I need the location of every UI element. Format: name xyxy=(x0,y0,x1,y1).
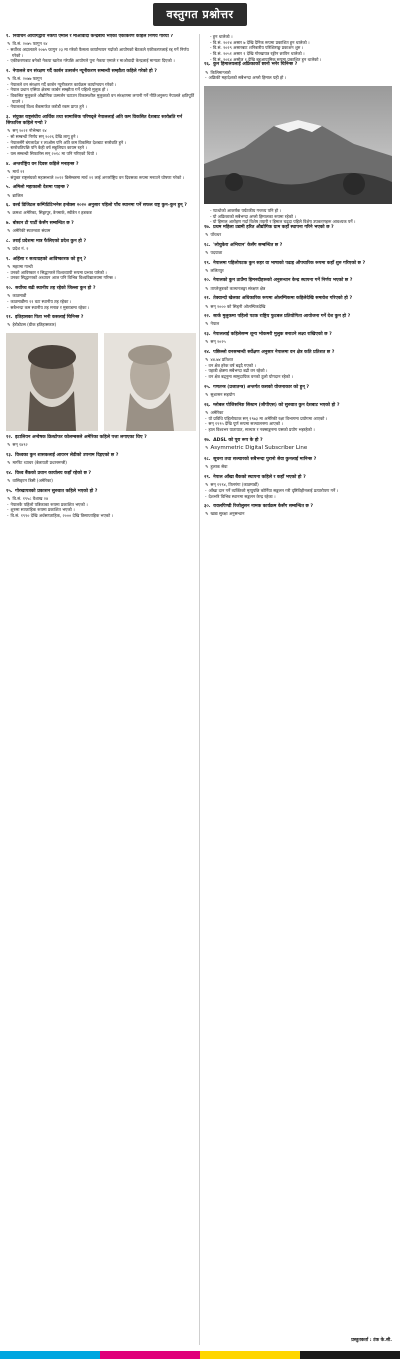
answer-text: सन् २०२१ नोभेम्बर २४ xyxy=(12,128,47,134)
question-number: २४. xyxy=(204,349,213,355)
question-item xyxy=(6,115,196,157)
answer-text: वन क्षेत्र बढ्नुमा सामुदायिक वनको ठूलो योगदान रहेको । xyxy=(208,374,293,380)
answer-marker-icon: ✎ xyxy=(7,460,11,466)
answer-line xyxy=(205,493,394,500)
right-question-list xyxy=(204,62,394,81)
answer-line xyxy=(205,303,394,310)
answer-marker-icon: ✎ xyxy=(205,303,209,309)
answer-text: नेपाल प्रधान एसिया क्षेत्रमा कार्बन सम्झौता गर्ने पहिलो मुलुक हो । xyxy=(10,87,109,93)
question-item xyxy=(6,315,196,328)
question-label: इटालियन अन्वेषक क्रिस्टोफर कोलम्बसले अमेरिका कहिले पत्ता लगाएका थिए ? xyxy=(15,435,147,441)
answer-marker-icon: ✎ xyxy=(7,477,11,483)
question-item xyxy=(204,457,394,470)
question-item xyxy=(204,350,394,380)
question-item xyxy=(6,471,196,484)
answer-marker-icon: - xyxy=(205,421,207,427)
question-text xyxy=(204,62,394,68)
answer-text: स्तरोन्नतिपछि पनि केही वर्ष सहुलियत कायम रहने । xyxy=(10,145,87,151)
portrait-image-1 xyxy=(6,333,98,431)
question-number: ६. xyxy=(6,203,12,209)
answer-line xyxy=(7,174,196,181)
question-number: २७. xyxy=(204,437,213,443)
question-text xyxy=(204,278,394,284)
question-label: सर्वोच्च बढी स्थानीय तह रहेको जिल्ला कुन हो ? xyxy=(15,286,96,291)
right-column xyxy=(204,34,394,1345)
question-label: ग्लोबल पोजिसनिङ सिस्टम (जीपीएस) को सुरुवात कुन देशबाट भएको हो ? xyxy=(213,402,340,408)
answer-marker-icon: - xyxy=(7,269,9,275)
answer-marker-icon: - xyxy=(7,46,9,52)
question-text xyxy=(6,69,196,75)
answer-marker-icon: - xyxy=(7,87,9,93)
right-question-list-b xyxy=(204,225,394,517)
answer-marker-icon: - xyxy=(205,426,207,432)
answer-text: सर्वोच्च अदालतले २०७५ फागुन २३ मा गरेको फैसला कार्यान्वयन गर्दाको आयोगको बैठकले एकीकरणलाई रद्द गर्ने निर्णय गरेको । xyxy=(10,46,189,58)
question-item xyxy=(204,314,394,327)
answer-text: ब्राजिल xyxy=(12,192,24,198)
continuation-line: - हुन थालेको । xyxy=(210,34,233,39)
question-number: २३. xyxy=(204,332,213,338)
question-label: गणतन्त्र (प्रजातन्त्र) अन्तर्गत कसको योजनाकार को हुन् ? xyxy=(213,384,310,390)
answer-line xyxy=(7,228,196,234)
question-text xyxy=(6,115,196,127)
answer-marker-icon: ✎ xyxy=(7,192,11,198)
question-number: १७. xyxy=(204,224,213,230)
answer-marker-icon: - xyxy=(7,501,9,507)
color-bar-yellow xyxy=(200,1351,300,1359)
answer-line xyxy=(7,512,196,519)
question-label: गोरखापत्रको प्रकाशन सुरुवात कहिले भएको हो ? xyxy=(15,488,98,494)
answer-text: सन् १९९४, तिलगंगा (काठमाडौं) xyxy=(210,482,259,488)
question-label: संयुक्त राष्ट्रसंघीय आर्थिक तथा सामाजिक परिषद्‌ले नेपाललाई अति कम विकसित देशबाट स्तरोन्नति गर्न सिफारिस कहिले गर्‍यो ? xyxy=(6,115,183,127)
question-text xyxy=(6,34,196,40)
question-item xyxy=(204,504,394,517)
answer-marker-icon: - xyxy=(7,512,9,518)
question-number: ५. xyxy=(6,185,12,191)
question-label: अमिलो महाकाली देशमा पाइन्छ ? xyxy=(12,185,70,191)
answer-marker-icon: ✎ xyxy=(7,293,11,299)
question-item xyxy=(6,34,196,64)
portrait-image-2 xyxy=(104,333,196,431)
question-number: १५. xyxy=(6,488,15,494)
question-number: २९. xyxy=(204,475,213,480)
question-label: विश्वका कुन शासकलाई आयरन लेडीको उपनाम दिइएको छ ? xyxy=(15,452,119,458)
question-number: २०. xyxy=(204,278,213,284)
answer-text: काठमाडौंमा ११ वटा स्थानीय तह रहेका । xyxy=(10,298,72,304)
answer-line xyxy=(7,477,196,484)
question-label: नेपाल आँखा बैंकको स्थापना कहिले र कहाँ भएको हो ? xyxy=(213,475,306,480)
answer-line xyxy=(7,210,196,216)
answer-text: Asymmetric Digital Subscriber Line xyxy=(210,444,308,451)
answer-marker-icon: ✎ xyxy=(7,228,11,234)
answer-marker-icon: - xyxy=(7,139,9,145)
answer-line xyxy=(205,232,394,238)
answer-text: पदयात्रा xyxy=(210,249,223,255)
answer-text: वासिङ्टन डिसी (अमेरिका) xyxy=(12,477,53,483)
question-label: नेपालको कुन ठाउँमा हिमनदीहरूको अनुसन्धान केन्द्र स्थापना गर्ने निर्णय भएको छ ? xyxy=(213,278,353,284)
question-label: अन्तर्राष्ट्रिय वन दिवस कहिले मनाइन्छ ? xyxy=(12,161,79,167)
question-text xyxy=(6,257,196,263)
mountain-caption xyxy=(204,208,394,225)
question-item xyxy=(204,332,394,345)
answer-line xyxy=(7,246,196,252)
question-text xyxy=(6,489,196,495)
question-item xyxy=(6,239,196,252)
question-label: वर्ल्ड डिजिटल कम्पिटिटिभनेस इन्डेक्स २०२० अनुसार पहिलो पाँच स्थानमा पर्ने सफल राष्ट्र कुन–कुन हुन् ? xyxy=(12,203,187,209)
question-item xyxy=(6,286,196,310)
answer-line xyxy=(7,93,196,104)
answer-marker-icon: ✎ xyxy=(205,285,209,291)
question-text xyxy=(6,203,196,209)
answer-marker-icon: - xyxy=(7,304,9,310)
question-number: १९. xyxy=(204,260,213,266)
question-item xyxy=(6,435,196,448)
answer-text: सबैभन्दा कम स्थानीय तह मनाङ र मुस्ताङमा रहेका । xyxy=(10,304,90,310)
question-label: पछिल्लो वनसम्बन्धी सर्वेक्षण अनुसार नेपालमा वन क्षेत्र कति प्रतिशत छ ? xyxy=(213,349,335,355)
question-label: तेक्वान्दो खेलका अधिकारिक रूपमा ओलम्पिकमा कहिलेदेखि समावेश गरिएको हो ? xyxy=(213,296,353,302)
question-text xyxy=(204,243,394,249)
answer-marker-icon: ✎ xyxy=(7,41,11,47)
answer-marker-icon: ✎ xyxy=(205,232,209,238)
question-text xyxy=(204,385,394,391)
question-label: रावलपिण्डी रिजोलुसन नामक कार्यक्रम केसँग सम्बन्धित छ ? xyxy=(213,504,314,510)
answer-marker-icon: - xyxy=(205,415,207,421)
answer-text: महात्मा गान्धी xyxy=(12,263,33,269)
question-number: ३०. xyxy=(204,504,213,510)
question-label: निर्वाचन आयोगद्वारा नेकपा एमाले र माओवादी केन्द्रबीच भएको एकीकरण कहिले निर्णय गरियो ? xyxy=(12,34,174,39)
answer-text: हेरोडोटस (ग्रीक इतिहासकार) xyxy=(12,322,57,328)
question-item xyxy=(6,162,196,181)
answer-text: सुशासन सहयोग xyxy=(210,391,235,397)
answer-line xyxy=(7,304,196,311)
question-item xyxy=(204,475,394,499)
continuation-line: - वि.सं. २०२९ असारबाट शनिबारीय परिशिष्टाङ्क प्रकाशन शुरु । xyxy=(210,45,304,51)
question-number: २८. xyxy=(204,457,213,463)
answer-line xyxy=(205,249,394,256)
question-label: 'लोचुकेरा अभियान' केसँग सम्बन्धित छ ? xyxy=(213,242,283,248)
question-number: २६. xyxy=(204,402,213,408)
answer-line xyxy=(7,442,196,448)
question-text xyxy=(204,475,394,481)
right-continuation xyxy=(204,34,394,62)
answer-marker-icon: - xyxy=(7,275,9,281)
question-number: १८. xyxy=(204,242,213,248)
question-item xyxy=(6,203,196,216)
answer-line xyxy=(205,391,394,398)
question-label: नेपाललाई कहिलेसम्म शून्य भोकमरी मुलुक बनाउने लक्ष्य राखिएको छ ? xyxy=(213,332,332,338)
answer-text: उनका सिद्धान्तको अध्ययन आज पनि विभिन्न विश्वविद्यालयमा गरिन्छ । xyxy=(10,275,116,281)
question-item xyxy=(204,385,394,398)
answer-text: विकसित मुलुकले औद्योगिक उत्सर्जन घटाउन विकासशील मुलुकको वन संरक्षणमा लगानी गर्ने नीतिअनुरूप नेपालले क्षतिपूर्ति पाउने । xyxy=(10,93,195,104)
answer-line xyxy=(205,426,394,433)
answer-text: मार्च २१ xyxy=(12,169,25,175)
answer-line xyxy=(7,192,196,199)
question-number: ३. xyxy=(6,115,12,121)
answer-line xyxy=(7,151,196,157)
answer-marker-icon: ✎ xyxy=(7,169,11,175)
question-text xyxy=(204,457,394,463)
answer-text: नेपाललाई विश्व बैंकमार्फत करोडौं रकम प्राप्त हुने । xyxy=(10,104,87,110)
answer-marker-icon: ✎ xyxy=(7,128,11,134)
answer-text: नेपाल xyxy=(210,321,220,327)
continuation-line: - वि.सं. २०२४ असार ७ देखि दैनिक रूपमा प्रकाशित हुन थालेको । xyxy=(210,39,310,45)
question-number: १६. xyxy=(204,62,213,68)
question-text xyxy=(6,435,196,441)
answer-text: पाँचथर xyxy=(210,232,222,238)
answer-text: वन क्षेत्र हरेक वर्ष बढ्दै गएको । xyxy=(208,362,256,368)
answer-marker-icon: ✎ xyxy=(7,263,11,269)
answer-text: यो प्रविधि पहिलोपटक सन् १९७३ मा अमेरिकी रक्षा विभागमा प्रयोगमा आएको । xyxy=(208,415,328,421)
question-number: ११. xyxy=(6,315,15,321)
question-number: १२. xyxy=(6,435,15,441)
answer-marker-icon: ✎ xyxy=(7,322,11,328)
question-label: प्रथम महिला उद्यमी हरित औद्योगिक ग्राम कहाँ स्थापना गरिने भएको छ ? xyxy=(213,224,334,230)
question-number: ८. xyxy=(6,238,12,244)
answer-text: वि.सं. १९९० देखि अर्धसाप्ताहिक, २००० देखि त्रिसाप्ताहिक भएको । xyxy=(10,512,114,518)
section-header xyxy=(0,0,400,28)
answer-marker-icon: - xyxy=(205,374,207,380)
answer-line xyxy=(205,511,394,517)
question-text xyxy=(6,315,196,321)
answer-line xyxy=(205,321,394,327)
answer-text: हाल विश्वभर यातायात, सञ्चार र नक्साङ्कनमा यसको प्रयोग भइरहेको । xyxy=(208,426,315,432)
question-item xyxy=(204,243,394,256)
answer-text: पहाडी क्षेत्रमा सबैभन्दा बढी वन रहेको । xyxy=(208,368,268,374)
continuation-line: - वि.सं. २०६४ असोज १ देखि बहुआयामिक रूपमा प्रकाशित हुन थालेको । xyxy=(210,56,322,62)
answer-text: खाद्य सुरक्षा अनुसन्धान xyxy=(210,511,245,517)
question-text xyxy=(6,239,196,245)
answer-text: देशभरि विभिन्न स्थानमा सङ्कलन केन्द्र रहेका । xyxy=(208,493,276,499)
question-number: २२. xyxy=(204,314,213,320)
answer-marker-icon: ✎ xyxy=(205,339,209,345)
color-bar-cyan xyxy=(0,1351,100,1359)
answer-line xyxy=(205,374,394,380)
question-number: ४. xyxy=(6,161,12,167)
answer-marker-icon: ✎ xyxy=(7,246,11,252)
answer-marker-icon: - xyxy=(7,93,9,99)
question-text xyxy=(204,504,394,510)
answer-text: सन् १४९२ xyxy=(12,442,28,448)
answer-marker-icon: - xyxy=(7,151,9,157)
caption-line: - यो हिमाल आरोहण गर्दा विशेष तयारी र हिमाल चढ्दा पहिले विशेष उपकरणहरू आवश्यक पर्ने । xyxy=(210,219,356,225)
question-text xyxy=(204,261,394,267)
answer-marker-icon: ✎ xyxy=(205,267,209,273)
answer-text: उनको आविष्कार र सिद्धान्तले विश्वव्यापी रूपमा प्रभाव पारेको । xyxy=(10,269,107,275)
answer-text: वि.सं. १९५८ वैशाख २४ xyxy=(12,495,49,501)
answer-marker-icon: - xyxy=(205,368,207,374)
answer-text: संयुक्त राष्ट्रसंघको महासभाले २०१२ डिसेम्बरमा मार्च २१ लाई अन्तर्राष्ट्रिय वन दिवसका रूपमा मनाउने घोषणा गरेको । xyxy=(10,174,185,180)
question-number: १. xyxy=(6,34,12,39)
question-item xyxy=(6,489,196,519)
answer-marker-icon: ✎ xyxy=(205,321,209,327)
question-label: विश्व बैंकको प्रधान कार्यालय कहाँ रहेको छ ? xyxy=(15,470,92,476)
answer-marker-icon: ✎ xyxy=(205,511,209,517)
answer-text: क्रमशः अमेरिका, सिङ्गापुर, डेनमार्क, स्वीडेन र हङकङ xyxy=(12,210,92,216)
question-text xyxy=(204,225,394,231)
question-number: ७. xyxy=(6,221,12,227)
answer-text: नेपालले वन संरक्षण गर्दै कार्बन न्यूनीकरण कार्यक्रम कार्यान्वयन गरेको । xyxy=(10,81,117,87)
answer-line xyxy=(7,58,196,64)
answer-line xyxy=(7,322,196,328)
answer-marker-icon: ✎ xyxy=(205,391,209,397)
answer-text: मार्गरेट थ्याचर (बेलायती प्रधानमन्त्री) xyxy=(12,460,67,466)
answer-marker-icon: - xyxy=(7,298,9,304)
answer-text: अमेरिकी स्वतन्त्रता संग्राम xyxy=(12,228,51,234)
answer-text: सन् १९९५ देखि पूर्ण रूपमा सञ्चालनमा आएको । xyxy=(208,421,283,427)
continuation-line: - वि.सं. २०५१ असार १ देखि गोरखापत्र रङ्गीन छापिन थालेको । xyxy=(210,51,305,57)
caption-line: - यो अफ्रिकाको सबैभन्दा अग्लो हिमालका रूपमा रहेको । xyxy=(210,213,296,219)
answer-marker-icon: ✎ xyxy=(205,464,209,470)
answer-line xyxy=(205,339,394,345)
answer-marker-icon: ✎ xyxy=(205,69,209,75)
answer-text: ताप्लेजुङको कञ्चनजङ्घा संरक्षण क्षेत्र xyxy=(210,285,266,291)
question-text xyxy=(6,471,196,477)
answer-marker-icon: - xyxy=(205,493,207,499)
column-divider xyxy=(199,34,200,1345)
answer-text: नेपालसँगै बंगलादेश र लाओस पनि अति कम विकसित देशबाट स्तरोन्नति हुने । xyxy=(10,139,127,145)
answer-text: सन् २०२५ xyxy=(210,339,226,345)
answer-text: ४४.७४ प्रतिशत xyxy=(210,357,233,363)
section-title: वस्तुगत प्रश्नोत्तर xyxy=(153,3,248,26)
answer-marker-icon: - xyxy=(7,145,9,151)
answer-marker-icon: ✎ xyxy=(205,357,209,363)
caption-line: - प्याथोको आकर्षक पर्यटकीय गन्तव्य पनि हो । xyxy=(210,207,282,213)
author-credit: प्रस्तुतकर्ता : टंक के.सी. xyxy=(351,1338,392,1343)
answer-marker-icon: ✎ xyxy=(205,482,209,488)
question-text xyxy=(6,221,196,227)
color-bar-magenta xyxy=(100,1351,200,1359)
color-bar xyxy=(0,1351,400,1359)
question-item xyxy=(204,278,394,291)
question-item xyxy=(6,453,196,466)
answer-text: यस सम्बन्धी सिफारिस सन् २०१८ मा पनि गरिएको थियो । xyxy=(10,151,97,157)
question-label: इतिहासका पिता भनी कसलाई चिनिन्छ ? xyxy=(15,315,84,321)
color-bar-black xyxy=(300,1351,400,1359)
answer-line xyxy=(7,46,196,58)
answer-line xyxy=(205,444,394,452)
answer-line xyxy=(205,267,394,274)
question-label: तराई प्रदेशमा मात्र फैलिएको प्रदेश कुन हो ? xyxy=(12,238,87,244)
answer-marker-icon: - xyxy=(205,75,207,81)
question-item xyxy=(204,261,394,274)
question-text xyxy=(6,286,196,292)
answer-text: काठमाडौं xyxy=(12,293,27,299)
question-text xyxy=(204,296,394,302)
answer-marker-icon: - xyxy=(205,362,207,368)
answer-marker-icon: - xyxy=(7,134,9,140)
question-label: कुन हिमालयलाई अफ्रिकाको छानो भनेर चिनिन्छ ? xyxy=(213,62,298,68)
question-text xyxy=(6,453,196,459)
answer-text: वि.सं. २०७५ फागुन २४ xyxy=(12,41,48,47)
question-label: ADSL को पूरा रूप के हो ? xyxy=(213,437,263,443)
answer-marker-icon: ✎ xyxy=(205,409,209,415)
question-text xyxy=(204,403,394,409)
answer-marker-icon: ✎ xyxy=(205,249,209,255)
answer-text: किलिमान्जारो xyxy=(210,69,231,75)
answer-text: हुलाक सेवा xyxy=(210,464,228,470)
question-text xyxy=(6,162,196,168)
question-item xyxy=(6,69,196,110)
question-item xyxy=(204,403,394,433)
question-text xyxy=(204,438,394,444)
answer-text: सन् २००० को सिड्नी ओलम्पिकदेखि xyxy=(210,303,266,309)
question-label: बोस्टन टी पार्टी केसँग सम्बन्धित छ ? xyxy=(12,221,74,227)
question-item xyxy=(204,62,394,81)
answer-line xyxy=(7,275,196,281)
answer-line xyxy=(205,464,394,470)
answer-marker-icon: - xyxy=(7,104,9,110)
answer-line xyxy=(205,285,394,292)
question-text xyxy=(6,185,196,191)
question-number: ९. xyxy=(6,256,12,262)
question-number: १४. xyxy=(6,470,15,476)
question-number: २. xyxy=(6,68,12,74)
question-label: नेपालमा पहिलोपटक कुन सहर वा भाषाको पढाइ औपचारिक रूपमा कहाँ शुरु गरिएको छ ? xyxy=(213,260,366,266)
question-number: १३. xyxy=(6,452,15,458)
question-label: नेपालले वन संरक्षण गर्दै कार्बन उत्सर्जन न्यूनीकरण सम्बन्धी सम्झौता कहिले गरेको हो ? xyxy=(12,68,157,74)
answer-marker-icon: - xyxy=(7,58,9,64)
answer-text: अफ्रिकी महादेशको सबैभन्दा अग्लो हिमाल यही हो । xyxy=(208,75,287,81)
answer-marker-icon: - xyxy=(7,81,9,87)
answer-marker-icon: ✎ xyxy=(7,76,11,82)
question-item xyxy=(6,221,196,234)
answer-line xyxy=(7,104,196,110)
question-item xyxy=(204,225,394,238)
question-text xyxy=(204,332,394,338)
answer-text: एकीकरणबाट बनेको नेकपा खारेज गरेपछि आयोगले पुनः नेकपा एमाले र माओवादी केन्द्रलाई मान्यता दिएको । xyxy=(10,58,175,64)
left-question-list xyxy=(6,34,196,328)
left-column xyxy=(6,34,196,1345)
answer-text: प्रदेश नं. २ xyxy=(12,246,29,252)
question-label: सार्क मुलुकमा पहिलो पटक राष्ट्रिय फुटबल प्रतियोगिता आयोजना गर्ने देश कुन हो ? xyxy=(213,314,351,320)
answer-line xyxy=(7,460,196,466)
answer-text: सो सम्बन्धी निर्णय सन् २०२६ देखि लागू हुने । xyxy=(10,134,79,140)
mountain-image xyxy=(204,86,392,204)
answer-marker-icon: - xyxy=(205,487,207,493)
question-label: अहिंसा र सत्याग्रहको आविष्कारक को हुन् ? xyxy=(12,256,87,262)
question-item xyxy=(6,257,196,281)
answer-text: शुरुमा साप्ताहिक रूपमा प्रकाशित भएको । xyxy=(10,507,75,513)
answer-marker-icon: ✎ xyxy=(7,210,11,216)
answer-text: अमेरिका xyxy=(210,409,224,415)
answer-text: आँखा दान गर्ने व्यक्तिको मृत्युपछि कोर्निया सङ्कलन गरी दृष्टिविहीनलाई प्रत्यारोपण गर्ने । xyxy=(208,487,339,493)
answer-text: वि.सं. २०७७ फागुन xyxy=(12,76,42,82)
left-question-list-b xyxy=(6,435,196,518)
answer-text: ललितपुर xyxy=(210,267,224,273)
question-number: २१. xyxy=(204,296,213,302)
portraits-figure xyxy=(6,333,196,431)
question-item xyxy=(6,185,196,198)
answer-marker-icon: ✎ xyxy=(7,495,11,501)
question-number: २५. xyxy=(204,384,213,390)
question-text xyxy=(204,314,394,320)
answer-marker-icon: - xyxy=(7,174,9,180)
question-text xyxy=(204,350,394,356)
answer-marker-icon: ✎ xyxy=(205,444,209,450)
question-label: सूचना तथा सञ्चारको सबैभन्दा पुरानो सेवा कुनलाई मानिन्छ ? xyxy=(213,457,317,463)
answer-marker-icon: ✎ xyxy=(7,442,11,448)
question-number: १०. xyxy=(6,286,15,291)
answer-marker-icon: - xyxy=(7,507,9,513)
question-item xyxy=(204,438,394,453)
answer-line xyxy=(205,75,394,81)
answer-text: नेपालकै पहिलो पत्रिकाका रूपमा प्रकाशित भएको । xyxy=(10,501,88,507)
question-item xyxy=(204,296,394,309)
